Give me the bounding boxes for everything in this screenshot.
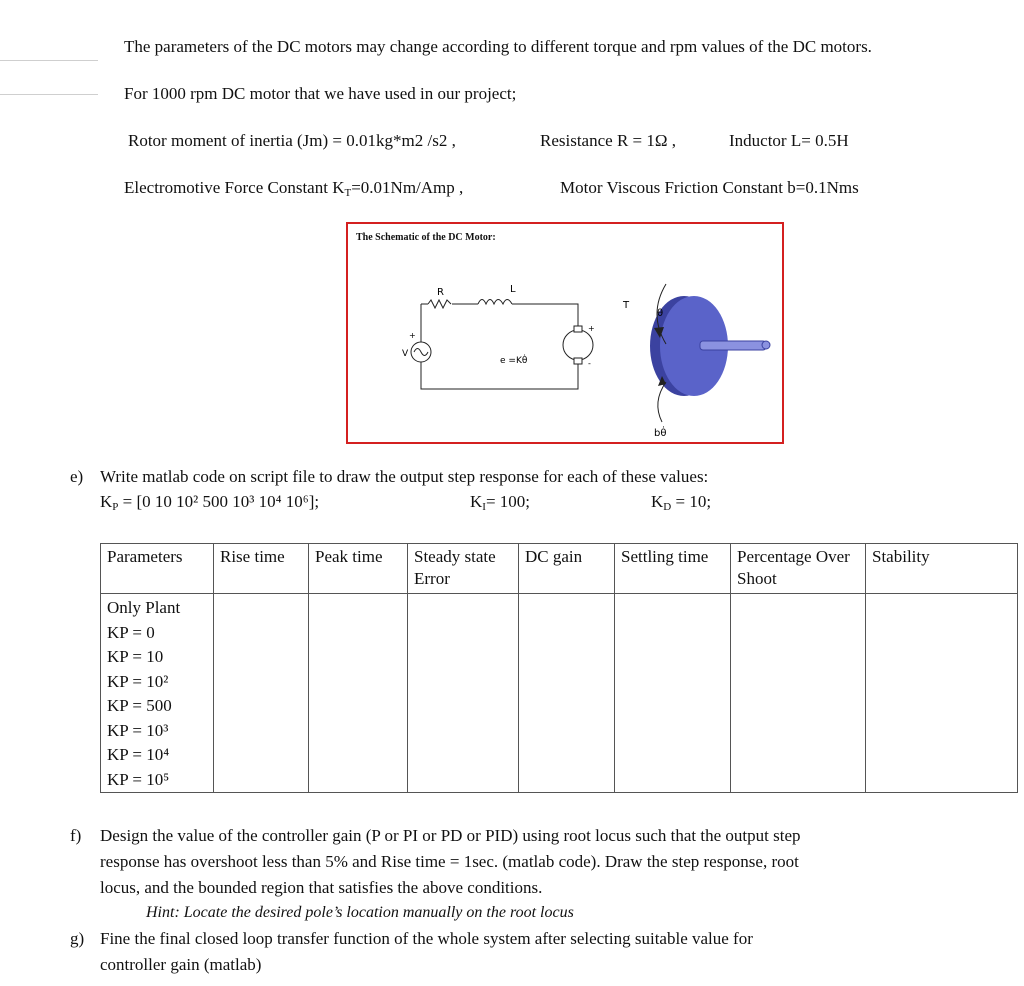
- rotor-inertia-text: Rotor moment of inertia (Jm) = 0.01kg*m2 /s2 ,: [128, 131, 456, 150]
- intro-line-1: The parameters of the DC motors may change according to different torque and rpm values of the DC motors.: [124, 37, 872, 56]
- schematic-caption: The Schematic of the DC Motor:: [356, 232, 496, 243]
- emf-prefix: Electromotive Force Constant K: [124, 178, 345, 197]
- row-label: Only Plant: [107, 598, 181, 617]
- overshoot-cell: [731, 594, 866, 793]
- header-parameters: Parameters: [101, 544, 214, 594]
- header-dc-gain: DC gain: [519, 544, 615, 594]
- parameters-table: [100, 543, 1018, 793]
- header-percentage-overshoot: Percentage Over Shoot: [731, 544, 866, 594]
- circuit-wire: [421, 304, 578, 389]
- rotor-shaft: [700, 341, 766, 350]
- header-steady-state-error: Steady state Error: [408, 544, 519, 594]
- rise-time-cell: [214, 594, 309, 793]
- schematic-label-plus-motor: +: [588, 324, 595, 333]
- header-settling-time: Settling time: [615, 544, 731, 594]
- dc-motor-schematic: [346, 222, 784, 444]
- dc-gain-cell: [519, 594, 615, 793]
- schematic-label-theta: θ: [657, 308, 664, 319]
- table-header-row: [101, 544, 1018, 594]
- margin-rule-second: [0, 94, 98, 95]
- question-e-text: Write matlab code on script file to draw the output step response for each of these values:: [100, 467, 709, 486]
- header-peak-time: Peak time: [309, 544, 408, 594]
- emf-constant-text: [124, 178, 463, 199]
- schematic-label-j: J: [709, 390, 712, 401]
- kd-value: $K_D = 10$;: [651, 492, 712, 513]
- schematic-label-r: R: [437, 287, 444, 298]
- steady-state-error-cell: [408, 594, 519, 793]
- schematic-label-v: V: [402, 349, 409, 359]
- schematic-label-plus-source: +: [409, 331, 416, 340]
- row-labels-cell: [101, 594, 214, 793]
- table-row: [101, 594, 1018, 793]
- question-e-letter: e): [70, 467, 84, 486]
- friction-text: Motor Viscous Friction Constant b=0.1Nms: [560, 178, 859, 197]
- question-f-hint: Hint: Locate the desired pole’s location manually on the root locus: [146, 904, 574, 921]
- header-rise-time: Rise time: [214, 544, 309, 594]
- schematic-label-b-theta: bθ̇: [654, 428, 667, 439]
- row-label: KP = 10⁵: [107, 769, 170, 789]
- resistance-text: Resistance R = 1Ω ,: [540, 131, 677, 150]
- schematic-label-t: T: [623, 300, 630, 311]
- question-f-letter: f): [70, 826, 82, 845]
- kp-values: $K_P = [0$ 10 10² 500 10³ 10⁴ 10⁶];: [100, 492, 320, 513]
- row-label: KP = 500: [107, 696, 172, 715]
- question-g-letter: g): [70, 929, 85, 948]
- row-label: KP = 10: [107, 647, 164, 666]
- schematic-drawing: [348, 264, 782, 444]
- schematic-label-l: L: [510, 284, 516, 295]
- row-label: KP = 10³: [107, 720, 169, 740]
- settling-time-cell: [615, 594, 731, 793]
- emf-subscript: T: [344, 187, 352, 199]
- emf-suffix: =0.01Nm/Amp ,: [351, 178, 464, 197]
- friction-arrow-icon: [658, 382, 666, 422]
- motor-symbol: [563, 330, 593, 360]
- schematic-label-minus-motor: -: [588, 359, 591, 368]
- schematic-label-emf: e =Kθ̇: [500, 356, 528, 366]
- question-f-line-3: locus, and the bounded region that satisfies the above conditions.: [100, 878, 543, 897]
- peak-time-cell: [309, 594, 408, 793]
- row-label: KP = 0: [107, 622, 155, 642]
- shaft-end: [762, 341, 770, 349]
- question-f-line-2: response has overshoot less than 5% and Rise time = 1sec. (matlab code). Draw the step response, root: [100, 852, 799, 871]
- margin-rule-top: [0, 60, 98, 61]
- question-g-line-2: controller gain (matlab): [100, 955, 262, 974]
- inductor-symbol: [478, 300, 512, 305]
- header-stability: Stability: [866, 544, 1018, 594]
- ki-value: $K_I= 100$;: [470, 492, 531, 513]
- stability-cell: [866, 594, 1018, 793]
- resistor-symbol: [428, 300, 451, 308]
- inductor-text: Inductor L= 0.5H: [729, 131, 849, 150]
- question-g-line-1: Fine the final closed loop transfer function of the whole system after selecting suitable value for: [100, 929, 753, 948]
- question-f-line-1: Design the value of the controller gain (P or PI or PD or PID) using root locus such that the output step: [100, 826, 801, 845]
- intro-line-2: For 1000 rpm DC motor that we have used in our project;: [124, 84, 517, 103]
- row-label: KP = 10²: [107, 671, 169, 691]
- row-label: KP = 10⁴: [107, 745, 170, 764]
